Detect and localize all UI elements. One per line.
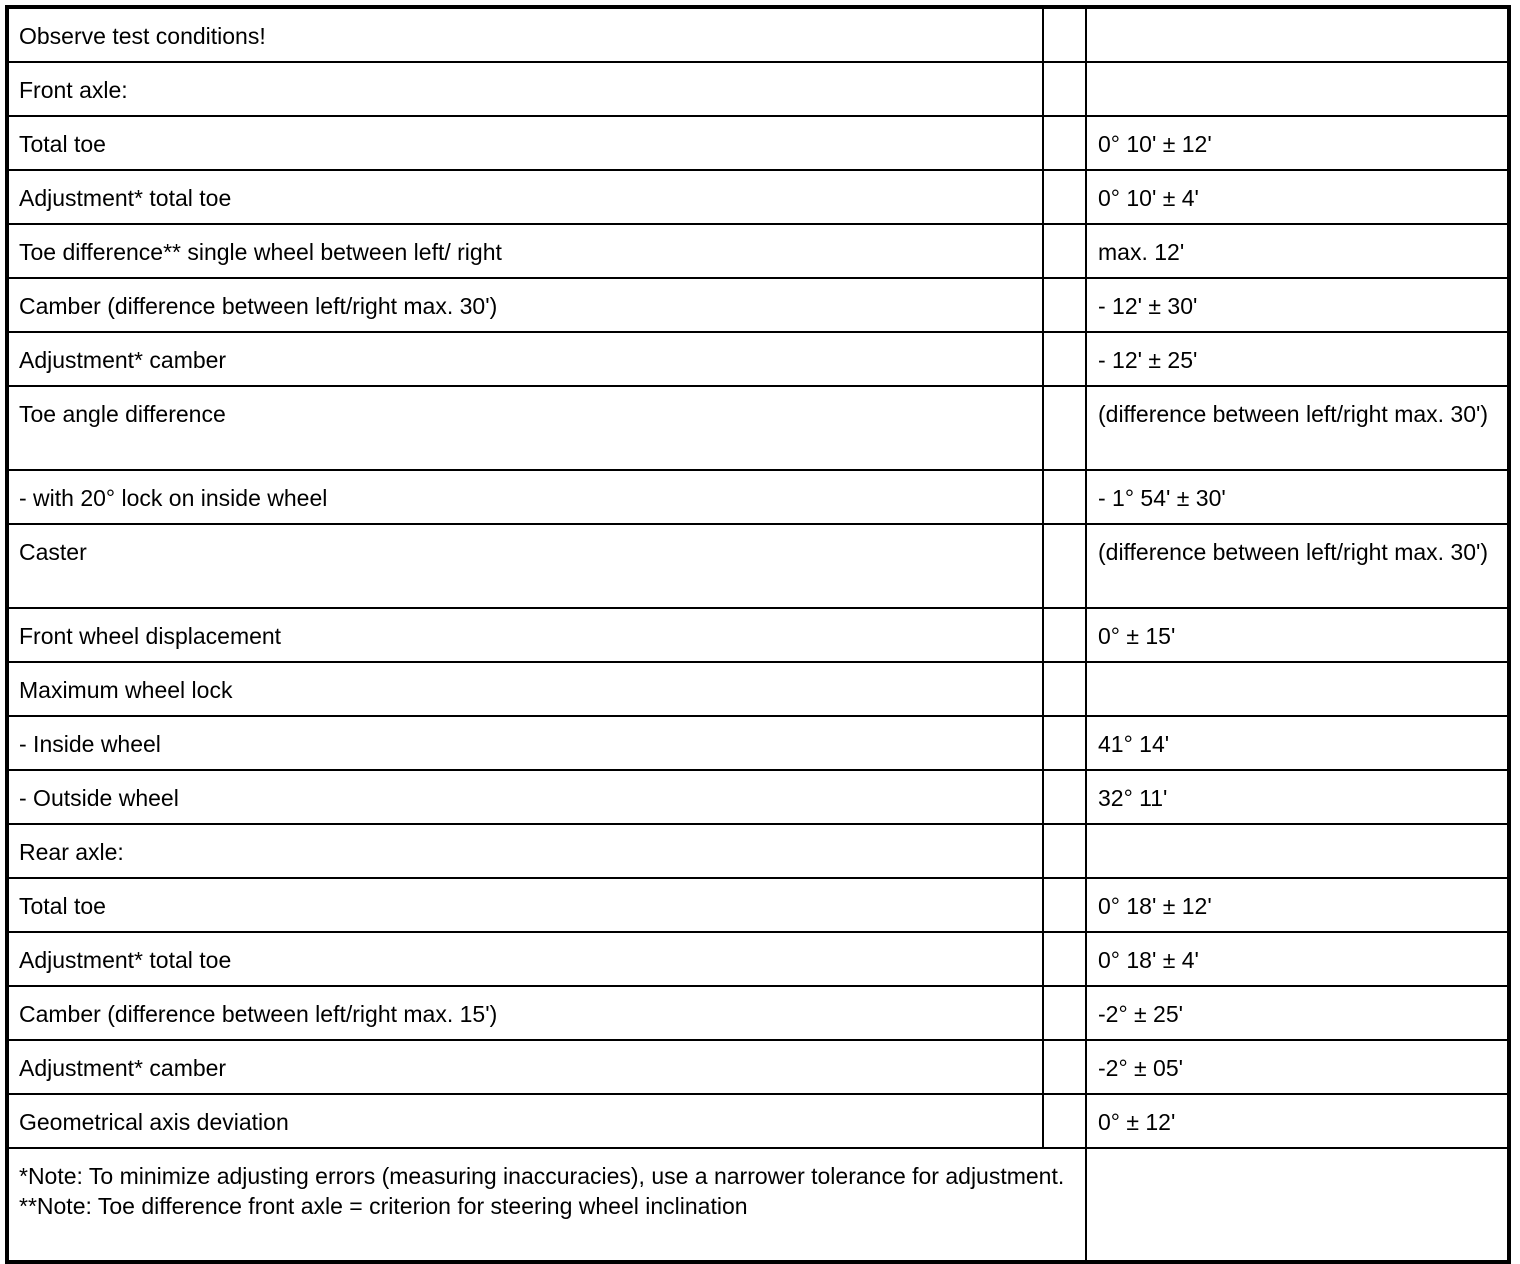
spec-value: 0° 18' ± 12' xyxy=(1086,878,1509,932)
spec-value: 0° ± 12' xyxy=(1086,1094,1509,1148)
spacer-cell xyxy=(1043,116,1086,170)
spacer-cell xyxy=(1043,662,1086,716)
spec-label: Caster xyxy=(7,524,1043,608)
spec-value: max. 12' xyxy=(1086,224,1509,278)
spec-label: - Outside wheel xyxy=(7,770,1043,824)
spec-label: - with 20° lock on inside wheel xyxy=(7,470,1043,524)
spec-label: Adjustment* camber xyxy=(7,332,1043,386)
table-row xyxy=(7,662,1509,716)
table-row xyxy=(7,878,1509,932)
spec-value: - 12' ± 30' xyxy=(1086,278,1509,332)
spec-label: Camber (difference between left/right max. 15') xyxy=(7,986,1043,1040)
notes-cell xyxy=(7,1148,1086,1262)
spacer-cell xyxy=(1043,878,1086,932)
spec-label: - Inside wheel xyxy=(7,716,1043,770)
table-row xyxy=(7,524,1509,608)
spec-label: Adjustment* camber xyxy=(7,1040,1043,1094)
spec-label: Toe difference** single wheel between left/ right xyxy=(7,224,1043,278)
spec-value: 0° 10' ± 12' xyxy=(1086,116,1509,170)
spec-label: Adjustment* total toe xyxy=(7,932,1043,986)
spacer-cell xyxy=(1043,770,1086,824)
spacer-cell xyxy=(1043,170,1086,224)
spec-label: Maximum wheel lock xyxy=(7,662,1043,716)
table-row xyxy=(7,470,1509,524)
table-row xyxy=(7,62,1509,116)
spec-label: Adjustment* total toe xyxy=(7,170,1043,224)
spacer-cell xyxy=(1043,332,1086,386)
spec-value: 32° 11' xyxy=(1086,770,1509,824)
spec-value: (difference between left/right max. 30') xyxy=(1086,386,1509,470)
spec-value xyxy=(1086,824,1509,878)
spacer-cell xyxy=(1043,524,1086,608)
table-row xyxy=(7,932,1509,986)
spec-label: Observe test conditions! xyxy=(7,7,1043,62)
spec-value xyxy=(1086,62,1509,116)
notes-row xyxy=(7,1148,1509,1262)
spec-label: Geometrical axis deviation xyxy=(7,1094,1043,1148)
spacer-cell xyxy=(1043,716,1086,770)
table-row xyxy=(7,770,1509,824)
spacer-cell xyxy=(1043,278,1086,332)
table-row xyxy=(7,278,1509,332)
spec-label: Front wheel displacement xyxy=(7,608,1043,662)
spec-label: Total toe xyxy=(7,878,1043,932)
table-row xyxy=(7,608,1509,662)
note-adjustment-tolerance: *Note: To minimize adjusting errors (measuring inaccuracies), use a narrower tolerance for adjustment. xyxy=(19,1163,1065,1189)
table-row xyxy=(7,986,1509,1040)
table-row xyxy=(7,1094,1509,1148)
section-heading-rear-axle: Rear axle: xyxy=(7,824,1043,878)
spec-value: -2° ± 05' xyxy=(1086,1040,1509,1094)
table-row xyxy=(7,170,1509,224)
spec-value: 0° 18' ± 4' xyxy=(1086,932,1509,986)
spec-value: 41° 14' xyxy=(1086,716,1509,770)
spec-label: Toe angle difference xyxy=(7,386,1043,470)
section-heading-front-axle: Front axle: xyxy=(7,62,1043,116)
spacer-cell xyxy=(1043,7,1086,62)
table-row xyxy=(7,7,1509,62)
spacer-cell xyxy=(1043,932,1086,986)
spec-value: 0° ± 15' xyxy=(1086,608,1509,662)
spacer-cell xyxy=(1043,224,1086,278)
spec-label: Total toe xyxy=(7,116,1043,170)
table-row xyxy=(7,386,1509,470)
spec-value xyxy=(1086,662,1509,716)
spacer-cell xyxy=(1043,62,1086,116)
spacer-cell xyxy=(1043,1094,1086,1148)
table-row xyxy=(7,1040,1509,1094)
note-toe-difference: **Note: Toe difference front axle = criterion for steering wheel inclination xyxy=(19,1193,748,1219)
spacer-cell xyxy=(1043,386,1086,470)
spacer-cell xyxy=(1043,824,1086,878)
spec-value: 0° 10' ± 4' xyxy=(1086,170,1509,224)
spacer-cell xyxy=(1043,470,1086,524)
table-row xyxy=(7,332,1509,386)
spacer-cell xyxy=(1043,986,1086,1040)
wheel-alignment-spec-table xyxy=(5,5,1511,1264)
spec-value: -2° ± 25' xyxy=(1086,986,1509,1040)
spec-value: - 12' ± 25' xyxy=(1086,332,1509,386)
table-row xyxy=(7,224,1509,278)
table-row xyxy=(7,116,1509,170)
spacer-cell xyxy=(1043,608,1086,662)
spec-value: - 1° 54' ± 30' xyxy=(1086,470,1509,524)
spec-label: Camber (difference between left/right max. 30') xyxy=(7,278,1043,332)
spec-value: (difference between left/right max. 30') xyxy=(1086,524,1509,608)
table-row xyxy=(7,716,1509,770)
table-row xyxy=(7,824,1509,878)
spec-value xyxy=(1086,7,1509,62)
empty-note-value-cell xyxy=(1086,1148,1509,1262)
spacer-cell xyxy=(1043,1040,1086,1094)
